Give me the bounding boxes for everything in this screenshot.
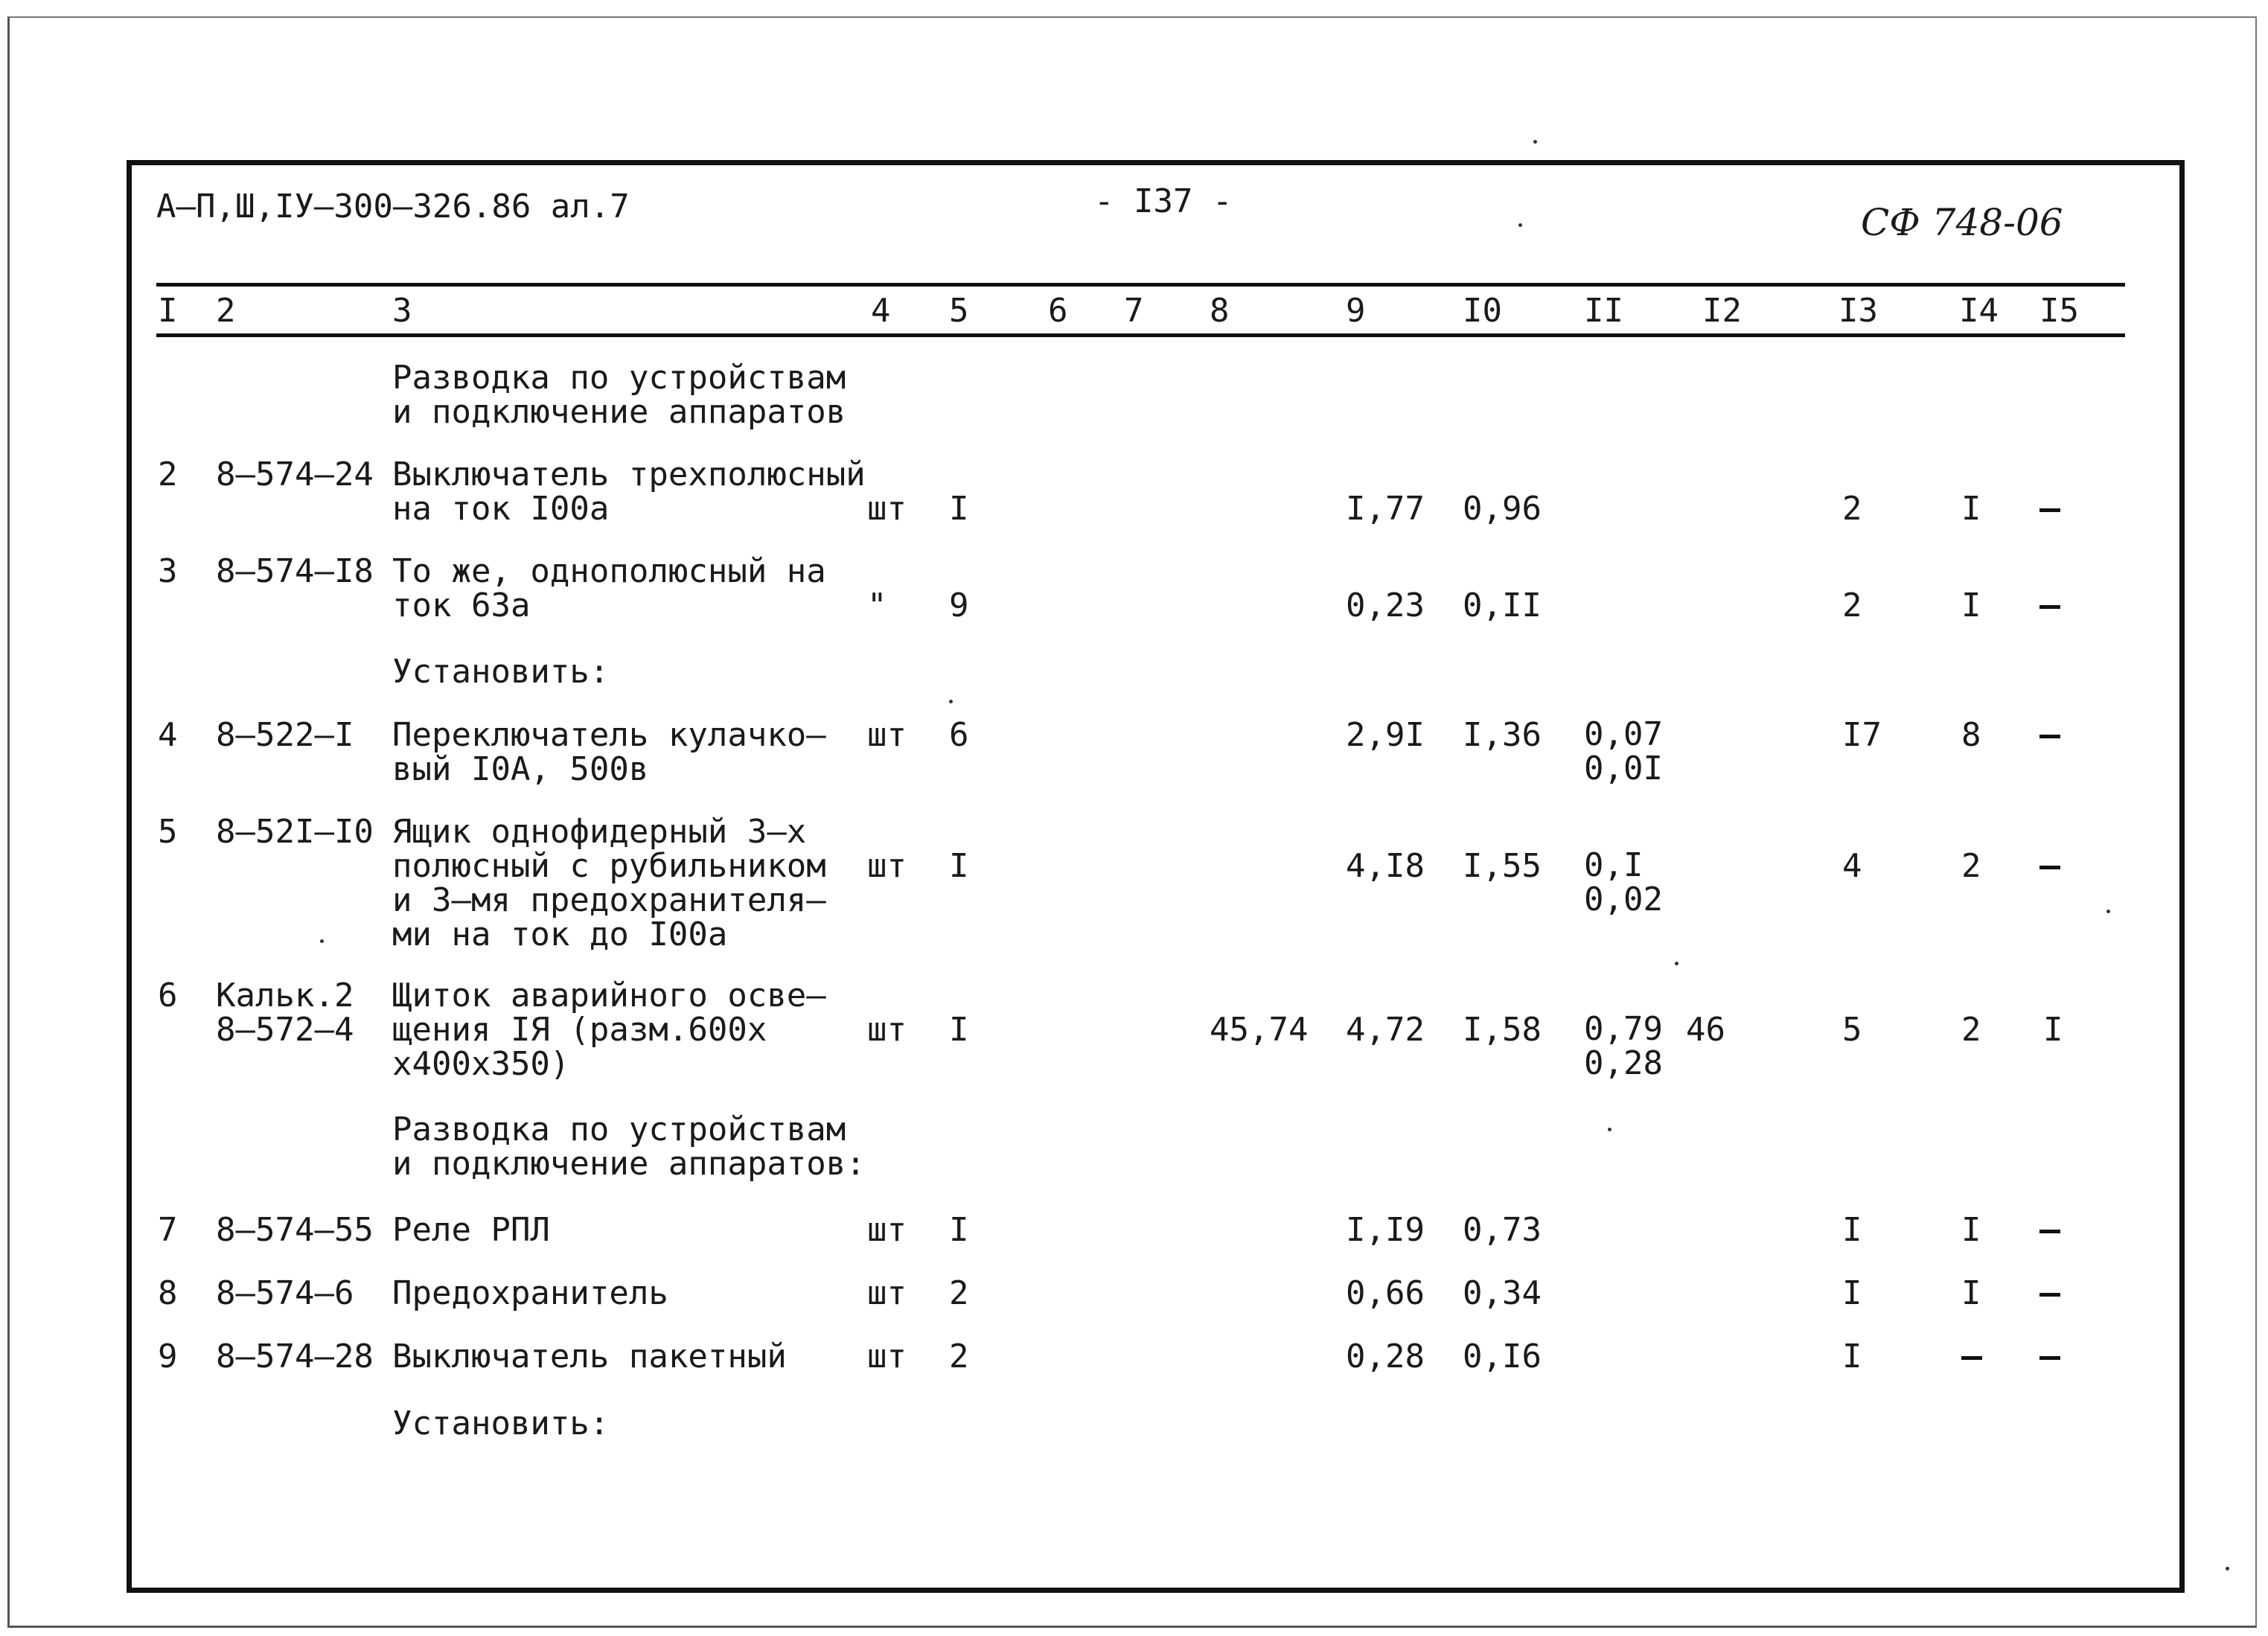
quantity: 6: [949, 716, 969, 754]
row-number: 8: [158, 1274, 178, 1312]
cell-col-15: [2039, 1293, 2060, 1297]
cell-col-13: I: [1842, 1274, 1862, 1312]
column-number: I5: [2039, 292, 2079, 330]
unit: шт: [867, 490, 907, 528]
price-code: 8–574–6: [216, 1274, 354, 1312]
cell-col-13: 2: [1842, 587, 1862, 624]
unit: шт: [867, 847, 907, 885]
scan-speck: [320, 939, 324, 943]
page-number: - I37 -: [1094, 182, 1233, 220]
header-rule-top: [156, 283, 2125, 287]
quantity: 2: [949, 1274, 969, 1312]
price-code: 8–574–I8: [216, 552, 374, 590]
unit: шт: [867, 1338, 907, 1375]
quantity: I: [949, 490, 969, 528]
column-number: I0: [1463, 292, 1502, 330]
column-number: I4: [1959, 292, 1999, 330]
item-name: Щиток аварийного осве–: [392, 977, 826, 1014]
price-code: 8–572–4: [216, 1011, 354, 1049]
quantity: 9: [949, 587, 969, 624]
cell-col-10: I,36: [1463, 716, 1542, 754]
cell-col-15: [2039, 735, 2060, 738]
cell-col-15: [2039, 605, 2060, 609]
row-number: 2: [158, 456, 178, 493]
cell-col-14: I: [1961, 587, 1981, 624]
cell-col-9: 0,66: [1346, 1274, 1425, 1312]
cell-col-13: I: [1842, 1338, 1862, 1375]
item-name: То же, однополюсный на: [392, 552, 826, 590]
section-heading: Разводка по устройствам: [392, 1111, 846, 1148]
cell-col-14: 2: [1961, 1011, 1981, 1049]
handwritten-stamp: СФ 748-06: [1861, 201, 2063, 244]
row-number: 6: [158, 977, 178, 1014]
cell-col-14: 2: [1961, 847, 1981, 885]
cell-col-9: 0,28: [1346, 1338, 1425, 1375]
item-name: Предохранитель: [392, 1274, 668, 1312]
cell-col-9: 0,23: [1346, 587, 1425, 624]
quantity: I: [949, 1011, 969, 1049]
item-name: ми на ток до I00а: [392, 916, 728, 953]
row-number: 9: [158, 1338, 178, 1375]
column-number: I: [158, 292, 178, 330]
cell-col-11: 0,79: [1584, 1010, 1663, 1048]
column-number: 9: [1346, 292, 1366, 330]
row-number: 3: [158, 552, 178, 590]
price-code: 8–574–55: [216, 1211, 374, 1249]
item-name: на ток I00а: [392, 490, 610, 528]
column-number: 3: [392, 292, 412, 330]
column-number: I2: [1702, 292, 1742, 330]
price-code: Кальк.2: [216, 977, 354, 1014]
cell-col-14: I: [1961, 1211, 1981, 1249]
cell-col-11: 0,02: [1584, 881, 1663, 918]
price-code: 8–522–I: [216, 716, 354, 754]
item-name: Выключатель пакетный: [392, 1338, 787, 1375]
cell-col-15: I: [2043, 1011, 2063, 1049]
column-number: I3: [1839, 292, 1878, 330]
scan-speck: [1518, 223, 1522, 227]
header-rule-bottom: [156, 333, 2125, 337]
cell-col-14: 8: [1961, 716, 1981, 754]
scan-speck: [1533, 140, 1537, 144]
cell-col-10: I,58: [1463, 1011, 1542, 1049]
cell-col-14: [1961, 1356, 1982, 1360]
cell-col-10: 0,96: [1463, 490, 1542, 528]
unit: шт: [867, 1274, 907, 1312]
item-name: полюсный с рубильником: [392, 847, 826, 885]
cell-col-12: 46: [1686, 1011, 1725, 1049]
item-name: вый I0А, 500в: [392, 750, 649, 788]
unit: ": [867, 587, 887, 624]
unit: шт: [867, 1211, 907, 1249]
unit: шт: [867, 1011, 907, 1049]
row-number: 4: [158, 716, 178, 754]
cell-col-9: I,I9: [1346, 1211, 1425, 1249]
cell-col-13: 5: [1842, 1011, 1862, 1049]
cell-col-15: [2039, 508, 2060, 512]
item-name: Переключатель кулачко–: [392, 716, 826, 754]
cell-col-11: 0,I: [1584, 846, 1643, 884]
cell-col-9: 4,72: [1346, 1011, 1425, 1049]
column-number: 2: [216, 292, 236, 330]
column-number: 6: [1048, 292, 1068, 330]
quantity: I: [949, 847, 969, 885]
cell-col-13: 4: [1842, 847, 1862, 885]
scan-speck: [1608, 1128, 1611, 1131]
unit: шт: [867, 716, 907, 754]
scan-speck: [2226, 1567, 2229, 1571]
cell-col-15: [2039, 866, 2060, 869]
cell-col-9: I,77: [1346, 490, 1425, 528]
price-code: 8–52I–I0: [216, 813, 374, 851]
cell-col-10: I,55: [1463, 847, 1542, 885]
price-code: 8–574–28: [216, 1338, 374, 1375]
item-name: Ящик однофидерный 3–х: [392, 813, 807, 851]
item-name: щения IЯ (разм.600х: [392, 1011, 767, 1049]
item-name: Реле РПЛ: [392, 1211, 550, 1249]
document-code: А–П,Ш,IУ–300–326.86 ал.7: [156, 188, 630, 226]
cell-col-14: I: [1961, 490, 1981, 528]
column-number: 8: [1210, 292, 1230, 330]
item-name: ток 63а: [392, 587, 531, 624]
section-heading: Установить:: [392, 1405, 610, 1442]
cell-col-15: [2039, 1230, 2060, 1233]
column-number: 5: [949, 292, 969, 330]
scan-speck: [2106, 910, 2110, 913]
cell-col-9: 2,9I: [1346, 716, 1425, 754]
cell-col-10: 0,73: [1463, 1211, 1542, 1249]
cell-col-11: 0,28: [1584, 1044, 1663, 1082]
cell-col-10: 0,II: [1463, 587, 1542, 624]
cell-col-13: I7: [1842, 716, 1882, 754]
quantity: 2: [949, 1338, 969, 1375]
quantity: I: [949, 1211, 969, 1249]
cell-col-10: 0,I6: [1463, 1338, 1542, 1375]
cell-col-8: 45,74: [1210, 1011, 1309, 1049]
item-name: и 3–мя предохранителя–: [392, 881, 826, 919]
cell-col-14: I: [1961, 1274, 1981, 1312]
section-heading: Разводка по устройствам: [392, 359, 846, 397]
row-number: 7: [158, 1211, 178, 1249]
cell-col-10: 0,34: [1463, 1274, 1542, 1312]
column-number: 4: [871, 292, 891, 330]
row-number: 5: [158, 813, 178, 851]
price-code: 8–574–24: [216, 456, 374, 493]
cell-col-13: I: [1842, 1211, 1862, 1249]
section-heading: и подключение аппаратов:: [392, 1145, 866, 1183]
cell-col-13: 2: [1842, 490, 1862, 528]
item-name: Выключатель трехполюсный: [392, 456, 866, 493]
scan-speck: [949, 700, 953, 703]
scan-speck: [1675, 962, 1678, 965]
cell-col-9: 4,I8: [1346, 847, 1425, 885]
item-name: х400х350): [392, 1045, 570, 1083]
section-heading: Установить:: [392, 653, 610, 691]
cell-col-11: 0,0I: [1584, 750, 1663, 787]
column-number: II: [1584, 292, 1623, 330]
column-number: 7: [1124, 292, 1144, 330]
cell-col-15: [2039, 1356, 2060, 1360]
section-heading: и подключение аппаратов: [392, 393, 846, 431]
cell-col-11: 0,07: [1584, 715, 1663, 753]
